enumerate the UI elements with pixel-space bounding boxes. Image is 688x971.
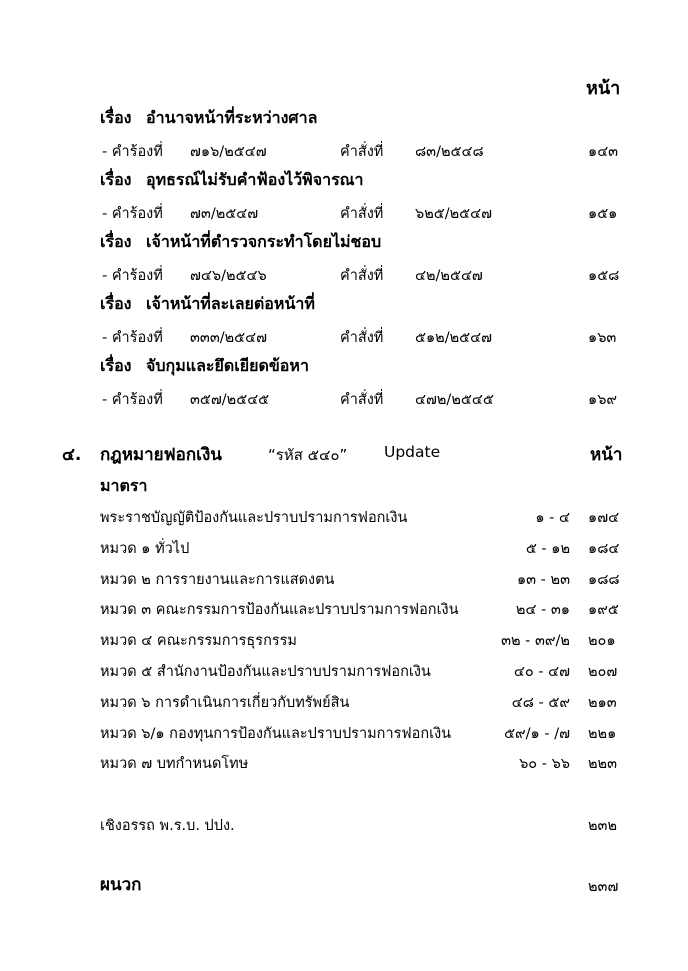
request-number: ๓๓๓/๒๕๔๗ xyxy=(190,330,268,346)
row-range: ๔๘ - ๕๙ xyxy=(511,694,570,711)
section-code: “รหัส ๕๔๐” xyxy=(268,446,348,464)
case-title: อำนาจหน้าที่ระหว่างศาล xyxy=(146,108,318,127)
row-range: ๔๐ - ๔๗ xyxy=(513,664,570,680)
request-label: - คำร้องที่ xyxy=(102,206,163,222)
order-label: คำสั่งที่ xyxy=(340,144,384,160)
case-title-prefix: เรื่อง xyxy=(100,356,132,375)
row-label: หมวด ๔ คณะกรรมการธุรกรรม xyxy=(100,633,297,650)
case-page: ๑๖๓ xyxy=(588,330,617,346)
order-number: ๔๗๒/๒๕๔๕ xyxy=(415,392,494,408)
request-number: ๗๑๖/๒๕๔๗ xyxy=(190,144,267,160)
row-page: ๑๙๕ xyxy=(588,602,619,619)
request-number: ๓๕๗/๒๕๔๕ xyxy=(190,392,270,408)
request-label: - คำร้องที่ xyxy=(102,392,163,408)
row-label: พระราชบัญญัติป้องกันและปราบปรามการฟอกเงิน xyxy=(100,510,408,526)
request-label: - คำร้องที่ xyxy=(102,144,163,160)
row-page: ๑๘๘ xyxy=(588,571,620,588)
case-title: จับกุมและยึดเยียดข้อหา xyxy=(146,356,309,375)
case-page: ๑๕๘ xyxy=(588,268,620,284)
request-number: ๗๓/๒๕๔๗ xyxy=(190,206,259,222)
case-title: เจ้าหน้าที่ละเลยต่อหน้าที่ xyxy=(146,294,315,313)
order-number: ๖๒๕/๒๕๔๗ xyxy=(415,206,493,222)
footnote-label: เชิงอรรถ พ.ร.บ. ปปง. xyxy=(100,818,235,834)
case-title-prefix: เรื่อง xyxy=(100,294,132,313)
section-column-label: มาตรา xyxy=(100,476,148,495)
row-page: ๒๒๓ xyxy=(588,756,618,773)
row-page: ๒๑๓ xyxy=(588,694,617,711)
order-number: ๕๑๒/๒๕๔๗ xyxy=(415,330,493,346)
section-update: Update xyxy=(384,443,441,461)
row-range: ๕ - ๑๒ xyxy=(525,540,570,557)
row-range: ๑๓ - ๒๓ xyxy=(516,571,570,588)
page-column-label: หน้า xyxy=(586,78,621,99)
row-label: หมวด ๗ บทกำหนดโทษ xyxy=(100,756,249,773)
case-page: ๑๕๑ xyxy=(588,206,618,222)
footnote-page: ๒๓๒ xyxy=(588,818,618,834)
row-range: ๕๙/๑ - /๗ xyxy=(504,725,570,742)
order-number: ๘๓/๒๕๔๘ xyxy=(415,144,484,160)
case-title-prefix: เรื่อง xyxy=(100,232,132,251)
row-label: หมวด ๒ การรายงานและการแสดงตน xyxy=(100,571,335,588)
row-label: หมวด ๖/๑ กองทุนการป้องกันและปราบปรามการฟอกเงิน xyxy=(100,725,452,742)
order-label: คำสั่งที่ xyxy=(340,392,384,408)
row-page: ๑๘๔ xyxy=(588,540,620,557)
case-page: ๑๔๓ xyxy=(588,144,619,160)
row-range: ๑ - ๔ xyxy=(535,510,570,526)
row-label: หมวด ๖ การดำเนินการเกี่ยวกับทรัพย์สิน xyxy=(100,694,350,711)
order-label: คำสั่งที่ xyxy=(340,330,384,346)
request-label: - คำร้องที่ xyxy=(102,330,163,346)
row-range: ๖๐ - ๖๖ xyxy=(519,756,570,773)
row-page: ๒๐๑ xyxy=(588,633,616,650)
case-title: เจ้าหน้าที่ตำรวจกระทำโดยไม่ชอบ xyxy=(146,232,382,251)
section-page-label: หน้า xyxy=(590,445,623,465)
row-page: ๒๒๑ xyxy=(588,725,617,742)
case-title-prefix: เรื่อง xyxy=(100,108,132,127)
order-label: คำสั่งที่ xyxy=(340,206,384,222)
appendix-label: ผนวก xyxy=(100,875,142,895)
row-range: ๒๔ - ๓๑ xyxy=(515,602,570,619)
case-title-prefix: เรื่อง xyxy=(100,170,132,189)
row-range: ๓๒ - ๓๙/๒ xyxy=(501,633,570,650)
row-page: ๒๐๗ xyxy=(588,664,618,680)
request-label: - คำร้องที่ xyxy=(102,268,163,284)
row-label: หมวด ๓ คณะกรรมการป้องกันและปราบปรามการฟอกเงิน xyxy=(100,602,459,619)
case-title: อุทธรณ์ไม่รับคำฟ้องไว้พิจารณา xyxy=(146,170,364,189)
section-title: กฎหมายฟอกเงิน xyxy=(100,445,222,465)
order-label: คำสั่งที่ xyxy=(340,268,384,284)
row-label: หมวด ๕ สำนักงานป้องกันและปราบปรามการฟอกเงิน xyxy=(100,664,431,680)
order-number: ๔๒/๒๕๔๗ xyxy=(415,268,483,284)
case-page: ๑๖๙ xyxy=(588,392,618,408)
row-page: ๑๗๔ xyxy=(588,510,620,526)
appendix-page: ๒๓๗ xyxy=(588,879,619,895)
section-number: ๔. xyxy=(62,445,82,465)
row-label: หมวด ๑ ทั่วไป xyxy=(100,540,190,557)
request-number: ๗๔๖/๒๕๔๖ xyxy=(190,268,267,284)
